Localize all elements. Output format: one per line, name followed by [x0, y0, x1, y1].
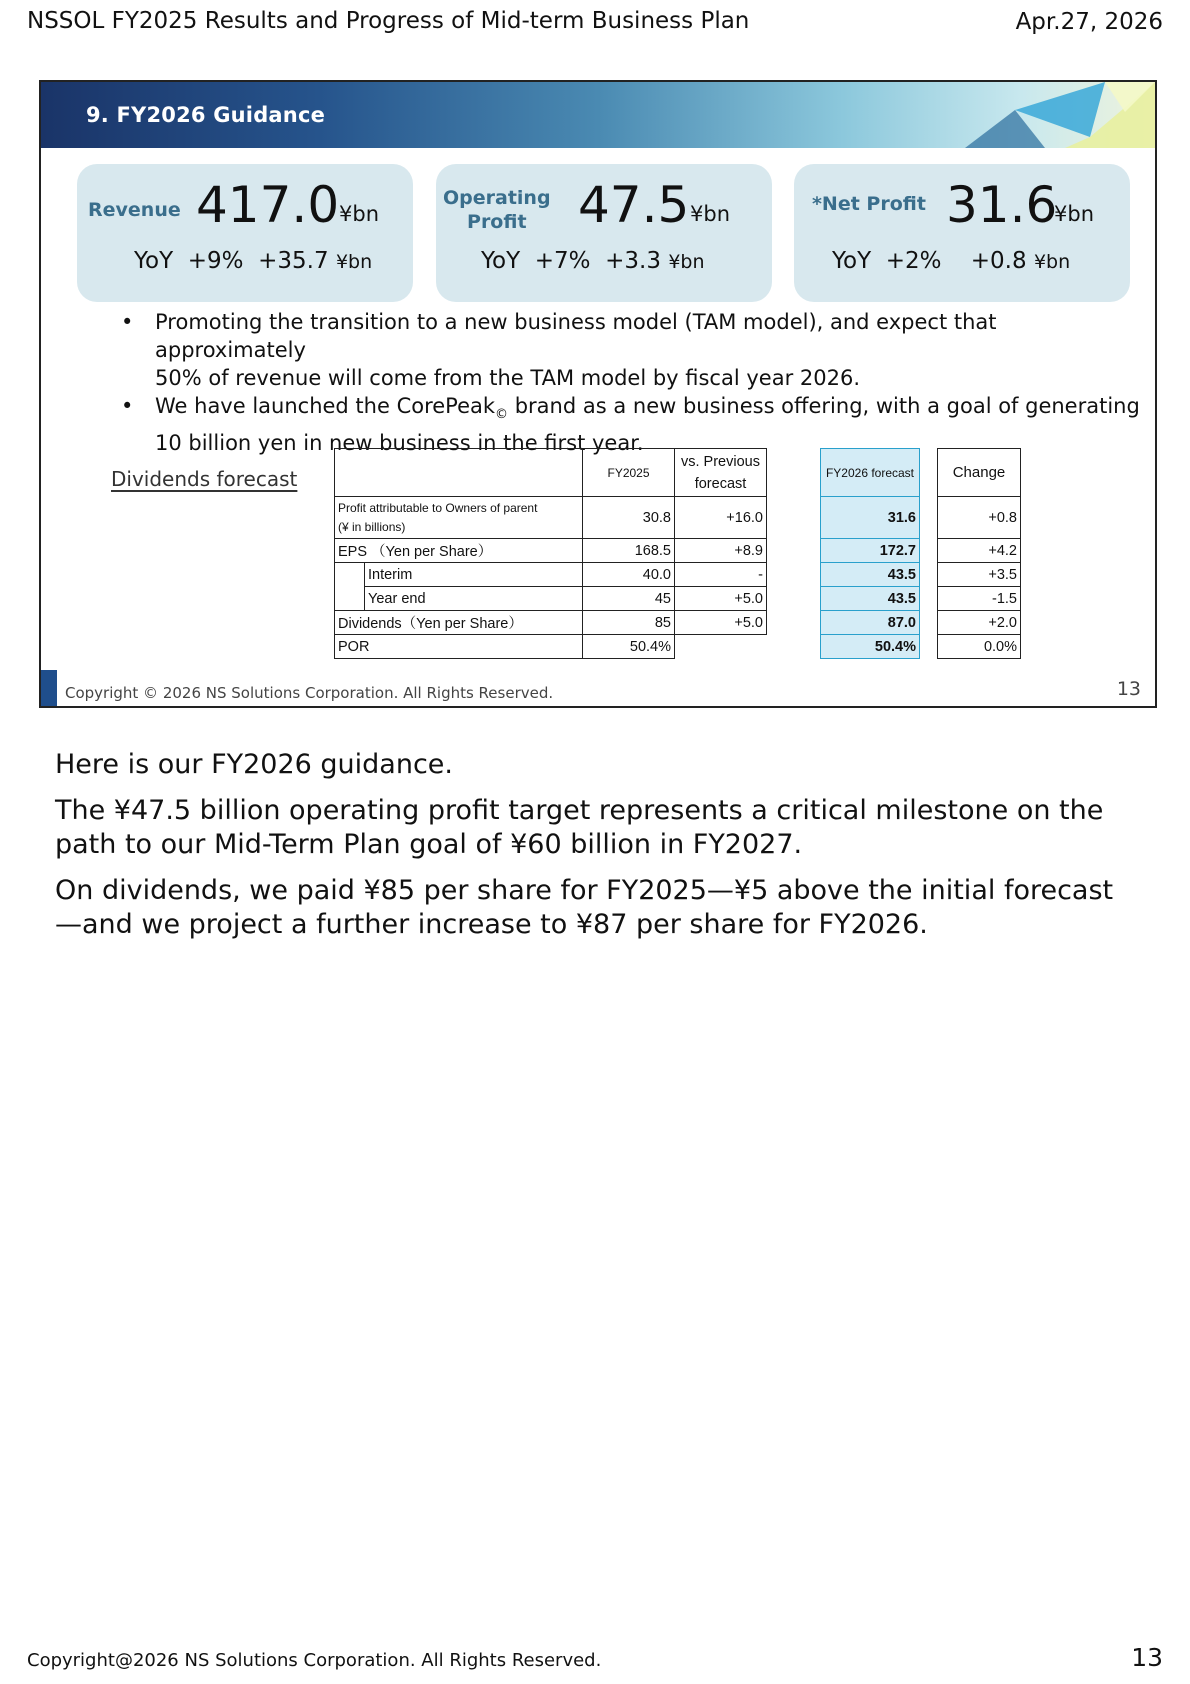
table-row [335, 539, 767, 563]
kpi-label: Revenue [88, 199, 181, 221]
cell-change: 0.0% [938, 635, 1021, 659]
bullet-dot-icon: • [121, 310, 134, 334]
yoy-unit: ¥bn [335, 251, 373, 273]
bullet-text: We have launched the CorePeak [155, 394, 496, 418]
kpi-value: 417.0 [196, 176, 340, 234]
kpi-label-line: Operating [443, 187, 551, 209]
cell-fy2025: 85 [583, 611, 675, 635]
row-label [335, 497, 583, 539]
notes-paragraph: Here is our FY2026 guidance. [55, 749, 453, 780]
kpi-card-operating-profit [436, 164, 772, 302]
bullet-text-line [155, 392, 1141, 429]
slide-page-number: 13 [1116, 678, 1141, 700]
cell-change: +0.8 [938, 497, 1021, 539]
row-label: Interim [365, 563, 583, 587]
cell-fy2026: 172.7 [821, 539, 920, 563]
cell-fy2026: 87.0 [821, 611, 920, 635]
cell-change: -1.5 [938, 587, 1021, 611]
header-line: vs. Previous [681, 453, 760, 470]
header-fy2026-forecast: FY2026 forecast [821, 449, 920, 497]
document-title: NSSOL FY2025 Results and Progress of Mid-term Business Plan [27, 8, 750, 34]
copyright-mark: © [495, 407, 509, 423]
yoy-percent: +7% [534, 248, 591, 274]
header-change: Change [938, 449, 1021, 497]
cell-fy2026: 50.4% [821, 635, 920, 659]
document-copyright: Copyright@2026 NS Solutions Corporation. All Rights Reserved. [27, 1650, 602, 1671]
table-header-row [335, 449, 767, 497]
slide-title-banner [41, 82, 1155, 148]
kpi-card-net-profit [794, 164, 1130, 302]
cell-vs-previous: +5.0 [675, 611, 767, 635]
header-fy2025: FY2025 [583, 449, 675, 497]
row-label-line: (¥ in billions) [338, 519, 406, 534]
kpi-unit: ¥bn [339, 202, 380, 226]
cell-fy2025: 45 [583, 587, 675, 611]
bullet-text-line: 50% of revenue will come from the TAM model by fiscal year 2026. [155, 366, 860, 390]
yoy-amount: +3.3 [605, 248, 661, 274]
kpi-label [443, 186, 551, 234]
fy2026-forecast-column [820, 448, 920, 659]
yoy-amount: +35.7 [258, 248, 329, 274]
cell-fy2026: 43.5 [821, 563, 920, 587]
kpi-yoy [832, 248, 1070, 274]
kpi-value: 31.6 [946, 176, 1058, 234]
cell-vs-previous: +5.0 [675, 587, 767, 611]
speaker-notes [55, 748, 1135, 954]
yoy-unit: ¥bn [668, 251, 705, 273]
indent-cell [335, 563, 365, 611]
bullet-dot-icon: • [121, 394, 134, 418]
yoy-percent: +9% [187, 248, 244, 274]
table-row [335, 563, 767, 587]
document-date: Apr.27, 2026 [1015, 9, 1163, 35]
table-row [335, 587, 767, 611]
cell-vs-previous: +8.9 [675, 539, 767, 563]
yoy-label: YoY [832, 248, 872, 274]
cell-fy2025: 30.8 [583, 497, 675, 539]
kpi-label-line: Profit [467, 211, 527, 233]
yoy-unit: ¥bn [1033, 251, 1071, 273]
yoy-amount: +0.8 [970, 248, 1027, 274]
document-page-number: 13 [1131, 1643, 1163, 1672]
notes-paragraph: On dividends, we paid ¥85 per share for FY2025—¥5 above the initial forecast—and we project a further increase to ¥87 per share for FY2026. [55, 875, 1114, 940]
notes-paragraph: The ¥47.5 billion operating profit target represents a critical milestone on the path to our Mid-Term Plan goal of ¥60 billion in FY2027. [55, 795, 1104, 860]
bullet-text-line: Promoting the transition to a new business model (TAM model), and expect that approximately [155, 310, 997, 362]
cell-fy2025: 168.5 [583, 539, 675, 563]
cell-fy2025: 50.4% [583, 635, 675, 659]
bullet-list [81, 308, 1141, 457]
cell-fy2025: 40.0 [583, 563, 675, 587]
row-label: EPS （Yen per Share） [335, 539, 583, 563]
kpi-unit: ¥bn [1054, 202, 1095, 226]
table-row [335, 497, 767, 539]
table-header-blank [335, 449, 583, 497]
kpi-card-revenue [77, 164, 413, 302]
cell-change: +3.5 [938, 563, 1021, 587]
slide-footer-accent-bar [41, 670, 57, 706]
kpi-unit: ¥bn [690, 202, 731, 226]
yoy-percent: +2% [885, 248, 942, 274]
yoy-label: YoY [481, 248, 521, 274]
bullet-text: brand as a new business offering, with a goal of generating [508, 394, 1140, 418]
dividends-table [334, 448, 767, 659]
header-vs-previous [675, 449, 767, 497]
yoy-label: YoY [134, 248, 174, 274]
cell-change: +4.2 [938, 539, 1021, 563]
table-row [335, 635, 767, 659]
change-column [937, 448, 1021, 659]
slide-copyright: Copyright © 2026 NS Solutions Corporation. All Rights Reserved. [65, 684, 554, 702]
table-row [335, 611, 767, 635]
kpi-yoy [481, 248, 705, 274]
bullet-text-line: 10 billion yen in new business in the first year. [155, 431, 644, 456]
cell-change: +2.0 [938, 611, 1021, 635]
slide [39, 80, 1157, 708]
kpi-value: 47.5 [578, 176, 690, 234]
cell-vs-previous [675, 635, 767, 659]
cell-fy2026: 31.6 [821, 497, 920, 539]
dividends-forecast-label: Dividends forecast [111, 467, 298, 491]
row-label: Dividends（Yen per Share） [335, 611, 583, 635]
banner-decoration-graphic [925, 82, 1155, 148]
cell-fy2026: 43.5 [821, 587, 920, 611]
row-label-line: Profit attributable to Owners of parent [338, 500, 538, 515]
kpi-label: *Net Profit [812, 193, 926, 215]
row-label: Year end [365, 587, 583, 611]
kpi-yoy [134, 248, 372, 274]
header-line: forecast [694, 475, 747, 492]
cell-vs-previous: +16.0 [675, 497, 767, 539]
row-label: POR [335, 635, 583, 659]
cell-vs-previous: - [675, 563, 767, 587]
bullet-item [81, 308, 1141, 392]
slide-title: 9. FY2026 Guidance [86, 103, 326, 127]
